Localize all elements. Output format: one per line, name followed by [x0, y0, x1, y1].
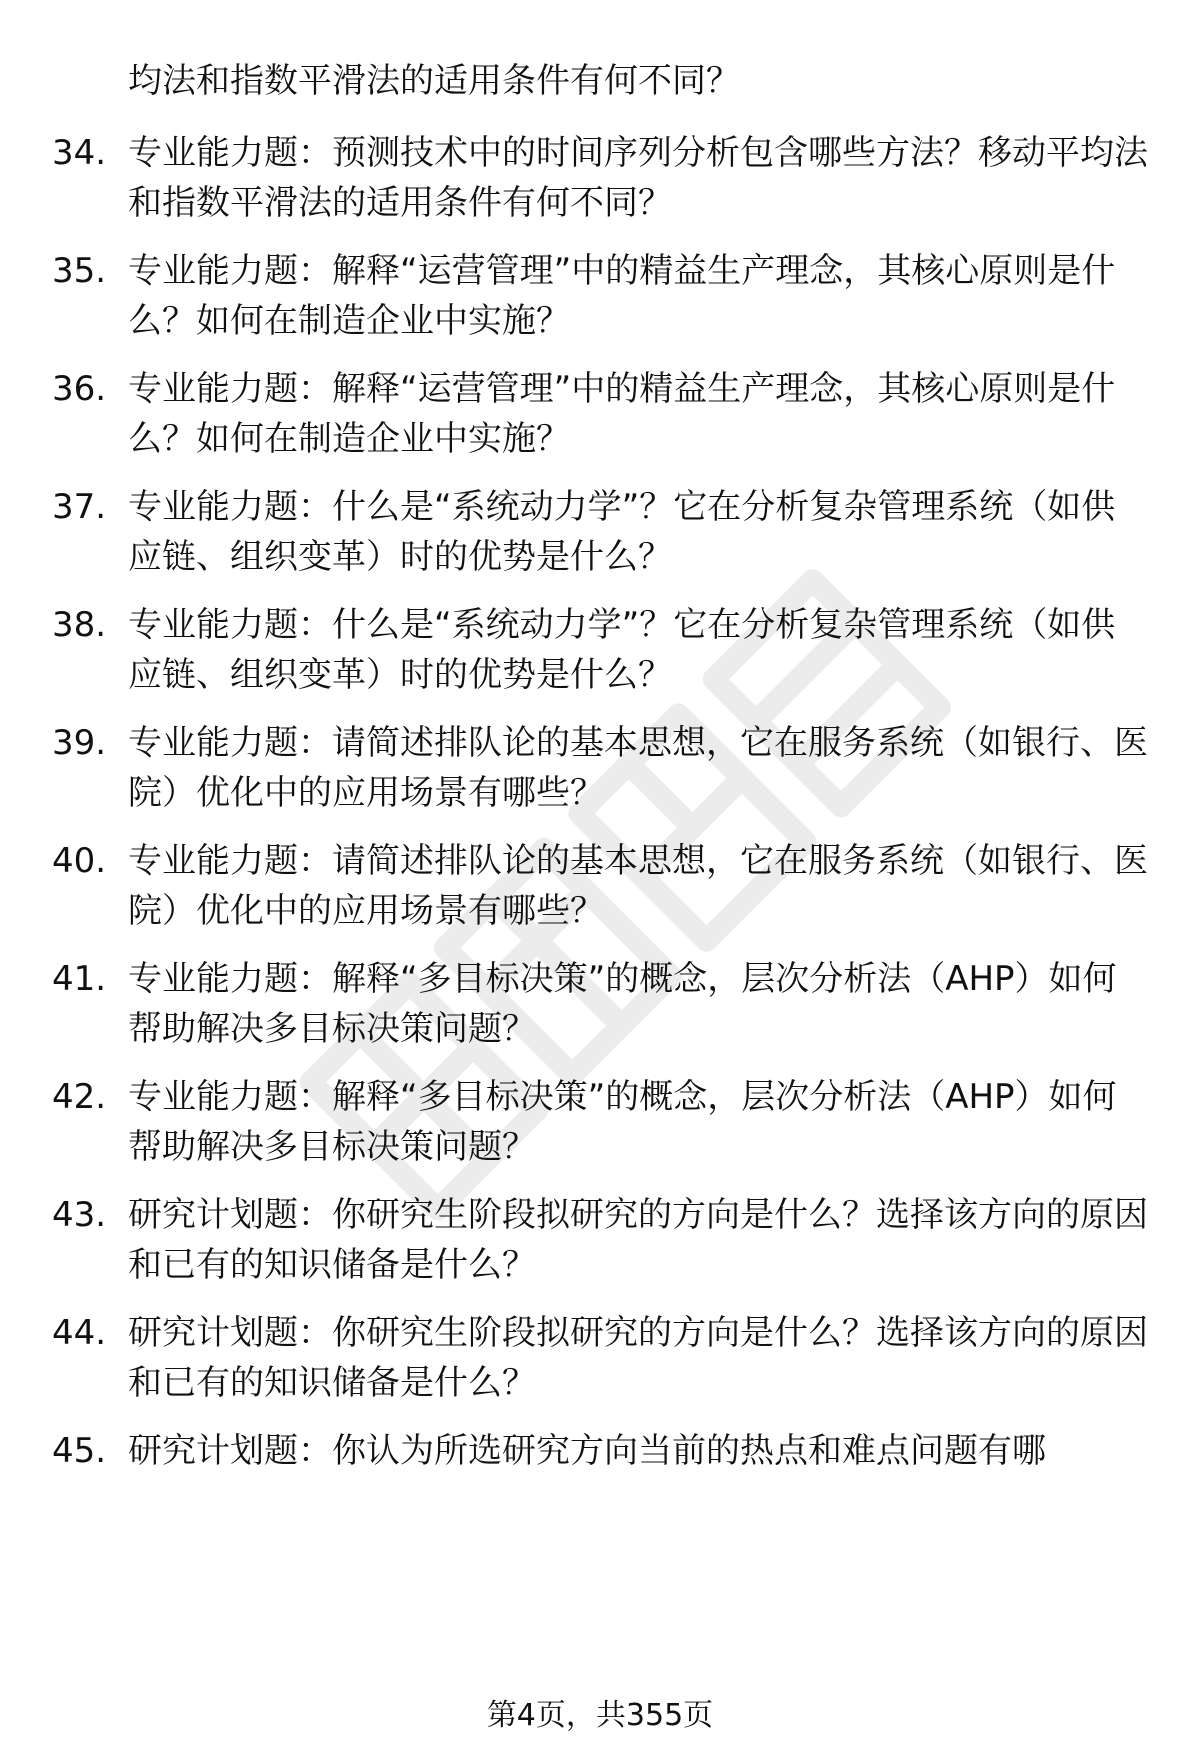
question-number: 36. [52, 369, 107, 409]
question-number: 41. [52, 959, 107, 999]
question-text: 专业能力题：解释“多目标决策”的概念，层次分析法（AHP）如何帮助解决多目标决策问题？ [128, 959, 1117, 1049]
continuation-text: 均法和指数平滑法的适用条件有何不同？ [128, 61, 740, 101]
question-item [52, 364, 1152, 464]
question-text: 专业能力题：解释“多目标决策”的概念，层次分析法（AHP）如何帮助解决多目标决策问题？ [128, 1077, 1117, 1167]
question-number: 34. [52, 133, 107, 173]
question-number: 42. [52, 1077, 107, 1117]
question-item [52, 954, 1152, 1054]
question-item [52, 600, 1152, 700]
question-text: 专业能力题：什么是“系统动力学”？它在分析复杂管理系统（如供应链、组织变革）时的优势是什么？ [128, 605, 1116, 695]
question-item [52, 1426, 1152, 1476]
question-number: 43. [52, 1195, 107, 1235]
question-text: 研究计划题：你研究生阶段拟研究的方向是什么？选择该方向的原因和已有的知识储备是什么？ [128, 1313, 1148, 1403]
question-number: 38. [52, 605, 107, 645]
question-text: 专业能力题：解释“运营管理”中的精益生产理念，其核心原则是什么？如何在制造企业中实施？ [128, 251, 1116, 341]
question-text: 专业能力题：解释“运营管理”中的精益生产理念，其核心原则是什么？如何在制造企业中实施？ [128, 369, 1116, 459]
question-number: 37. [52, 487, 107, 527]
question-item [52, 1190, 1152, 1290]
question-number: 44. [52, 1313, 107, 1353]
question-text: 专业能力题：什么是“系统动力学”？它在分析复杂管理系统（如供应链、组织变革）时的优势是什么？ [128, 487, 1116, 577]
question-number: 35. [52, 251, 107, 291]
question-item [52, 836, 1152, 936]
question-text: 专业能力题：请简述排队论的基本思想，它在服务系统（如银行、医院）优化中的应用场景有哪些？ [128, 723, 1148, 813]
question-text: 研究计划题：你研究生阶段拟研究的方向是什么？选择该方向的原因和已有的知识储备是什么？ [128, 1195, 1148, 1285]
question-item [52, 128, 1152, 228]
question-item [52, 1072, 1152, 1172]
question-item [52, 1308, 1152, 1408]
question-item [52, 718, 1152, 818]
page-footer: 第4页，共355页 [486, 1698, 714, 1733]
question-item [52, 246, 1152, 346]
question-item [52, 482, 1152, 582]
question-number: 40. [52, 841, 107, 881]
question-text: 研究计划题：你认为所选研究方向当前的热点和难点问题有哪 [128, 1431, 1046, 1471]
question-number: 39. [52, 723, 107, 763]
question-text: 专业能力题：请简述排队论的基本思想，它在服务系统（如银行、医院）优化中的应用场景有哪些？ [128, 841, 1148, 931]
question-text: 专业能力题：预测技术中的时间序列分析包含哪些方法？移动平均法和指数平滑法的适用条件有何不同？ [128, 133, 1148, 223]
question-number: 45. [52, 1431, 107, 1471]
